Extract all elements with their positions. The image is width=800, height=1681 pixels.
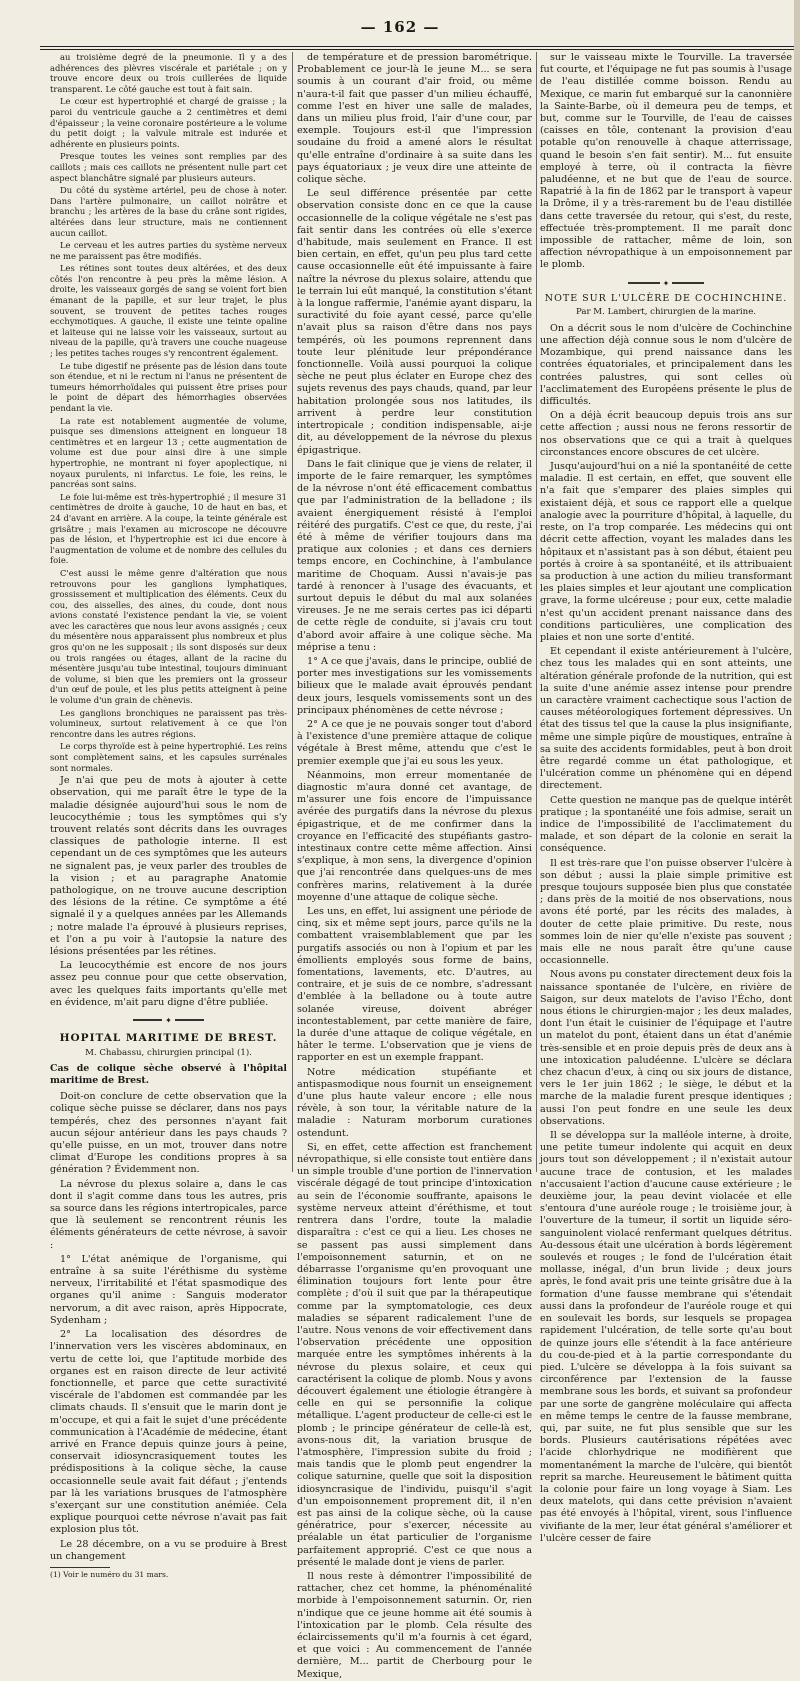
header-rule [40, 49, 795, 50]
section-title: HOPITAL MARITIME DE BREST. [59, 1032, 278, 1045]
author-line: M. Chabassu, chirurgien principal (1). [85, 1047, 252, 1058]
paragraph: Notre médication stupéfiante et antispasmodique nous fournit un enseignement d'une plus haute valeur encore ; elle nous révèle, à son tour, la véritable nature de la maladie : Naturam morborum curationes ostendunt. [297, 1066, 532, 1139]
paragraph: La rate est notablement augmentée de volume, puisque ses dimensions atteignent en longueur 18 centimètres et en largeur 13 ; cette augmentation de volume est due pour ainsi dire à une simple hypertrophie, ne montrant ni foyer apoplectique, ni noyaux purulents, ni infarctus. Le foie, les reins, le pancréas sont sains. [50, 415, 287, 490]
paragraph: Les rétines sont toutes deux altérées, et des deux côtés l'on rencontre à peu près la même lésion. A droite, les vaisseaux gorgés de sang se voient fort bien émanant de la papille, et sur leur trajet, le plus souvent, se trouvent de petites taches rouges ecchymotiques. A gauche, il existe une teinte opaline et laiteuse qui ne laisse voir les vaisseaux, surtout au niveau de la papille, qu'à travers une couche nuageuse ; les petites taches rouges s'y rencontrent également. [50, 263, 287, 359]
section-ornament [540, 278, 792, 286]
section-title: NOTE SUR L'ULCÈRE DE COCHINCHINE. [544, 292, 788, 304]
paragraph: Le foie lui-même est très-hypertrophié ; il mesure 31 centimètres de droite à gauche, 10 de haut en bas, et 24 d'avant en arrière. A la coupe, la teinte générale est grisâtre ; mais l'examen au microscope ne découvre pas de lésion, et l'hypertrophie est ici due encore à l'augmentation de volume et de nombre des cellules du foie. [50, 491, 287, 566]
paragraph: Si, en effet, cette affection est franchement névropathique, si elle consiste tout entière dans un simple trouble d'une portion de l'innervation viscérale dégagé de tout principe d'intoxication au sein de l'économie souffrante, apaisons le système nerveux atteint d'éréthisme, et tout rentrera dans l'ordre, toute la maladie disparaîtra : c'est ce qui a lieu. Les choses ne se passent pas aussi simplement dans l'empoisonnement saturnin, et on ne débarrasse l'organisme qu'en provoquant une élimination toujours fort lente pour être complète ; d'où il suit que par la thérapeutique comme par la symptomatologie, ces deux maladies se séparent radicalement l'une de l'autre. Nous venons de voir effectivement dans l'observation précédente une opposition marquée entre les symptômes inhérents à la névrose du plexus solaire, et ceux qui caractérisent la colique de plomb. Nous y avons découvert également une étiologie étrangère à celle en qui se personnifie la colique métallique. L'agent producteur de celle-ci est le plomb ; le principe générateur de celle-là est, avons-nous dit, la variation brusque de l'atmosphère, l'impression subite du froid ; mais tandis que le plomb peut engendrer la colique saturnine, quelle que soit la disposition idiosyncrasique de l'individu, puisqu'il s'agit d'un empoisonnement proprement dit, il n'en est pas ainsi de la colique sèche, où la cause génératrice, pour s'exercer, nécessite au préalable un état particulier de l'organisme parfaitement approprié. C'est ce que nous a présenté le malade dont je viens de parler. [297, 1141, 532, 1568]
header-rule [40, 46, 795, 47]
section-ornament [50, 1015, 287, 1023]
paragraph: 1° A ce que j'avais, dans le principe, oublié de porter mes investigations sur les vomissements bilieux que le malade avait éprouvés pendant deux jours, lesquels vomissements sont un des principaux phénomènes de cette névrose ; [297, 655, 532, 716]
paragraph: Dans le fait clinique que je viens de relater, il importe de le faire remarquer, les symptômes de la névrose n'ont été efficacement combattus que par l'administration de la belladone ; ils avaient énergiquement résisté à l'emploi réitéré des purgatifs. C'est ce que, du reste, j'ai été à même de vérifier toujours dans ma pratique aux colonies ; et dans ces derniers temps encore, en Cochinchine, à l'ambulance maritime de Choquam. Aussi n'avais-je pas tardé à renoncer à l'usage des évacuants, et surtout depuis le début du mal aux solanées vireuses. Je ne me serais certes pas ici départi de cette règle de conduite, si j'avais cru tout d'abord avoir affaire à une colique sèche. Ma méprise a tenu : [297, 458, 532, 653]
footnote: (1) Voir le numéro du 31 mars. [50, 1569, 169, 1579]
paragraph: sur le vaisseau mixte le Tourville. La traversée fut courte, et l'équipage ne fut pas soumis à l'usage de l'eau distillée comme boisson. Rendu au Mexique, ce marin fut embarqué sur la canonnière la Sainte-Barbe, où il demeura peu de temps, et but, comme sur le Tourville, de l'eau de caisses (caisses en tôle, contenant la provision d'eau potable qu'on renouvelle à chaque atterrissage, quand le besoin s'en fait sentir). M... fut ensuite employé à terre, où il contracta la fièvre paludéenne, et ne but que de l'eau de source. Rapatrié à la fin de 1862 par le transport à vapeur la Drôme, il y a très-rarement bu de l'eau distillée dans cette traversée du retour, qui s'est, du reste, effectuée très-promptement. Il me paraît donc impossible de rattacher, même de loin, son affection névropathique à un empoisonnement par le plomb. [540, 52, 792, 271]
paragraph: Le corps thyroïde est à peine hypertrophié. Les reins sont complètement sains, et les capsules surrénales sont normales. [50, 741, 287, 773]
paragraph: La leucocythémie est encore de nos jours assez peu connue pour que cette observation, avec les quelques faits importants qu'elle met en évidence, m'ait paru digne d'être publiée. [50, 960, 287, 1008]
paragraph: C'est aussi le même genre d'altération que nous retrouvons pour les ganglions lymphatiques, grossissement et multiplication des éléments. Ceux du cou, des aisselles, des aines, du coude, dont nous avions constaté l'existence pendant la vie, se voient avec les caractères que nous leur avons assignés ; ceux du mésentère nous apparaissent plus nombreux et plus gros qu'on ne les supposait ; ils sont disposés sur deux ou trois rangées ou étages, allant de la racine du mésentère jusqu'au tube intestinal, toujours diminuant de volume, si bien que les premiers ont la grosseur d'un œuf de poule, et les plus petits atteignent à peine le volume d'un grain de chènevis. [50, 567, 287, 706]
paragraph: Le cerveau et les autres parties du système nerveux ne me paraissent pas être modifiés. [50, 240, 287, 261]
paragraph: Il se développa sur la malléole interne, à droite, une petite tumeur indolente qui acquit en deux jours tout son développement ; il n'existait autour aucune trace de contusion, et les malades n'accusaient l'action d'aucune cause extérieure ; le deuxième jour, la peau devint violacée et elle s'entoura d'une auréole rouge ; le troisième jour, à l'ouverture de la tumeur, il sortit un liquide séro-sanguinolent violacé renfermant quelques détritus. Au-dessous était une ulcération à bords légèrement soulevés et rouges ; le fond de l'ulcération était mollasse, inégal, d'un brun livide ; deux jours après, le fond avait pris une teinte grisâtre due à la formation d'une fausse membrane qui s'étendait aussi dans la profondeur de l'auréole rouge et qui en soulevait les bords, sur lesquels se propagea rapidement l'ulcération, de telle sorte qu'au bout de quinze jours elle s'étendit à la face antérieure du cou-de-pied et à la partie correspondante du pied. L'ulcère se développa à la fois suivant sa circonférence par l'extension de la fausse membrane sous les bords, et suivant sa profondeur par une sorte de gangrène moléculaire qui affecta en même temps le centre de la fausse membrane, qui, par suite, ne fut plus sensible que sur les bords. Plusieurs cautérisations répétées avec l'acide chlorhydrique ne modifièrent que momentanément la marche de l'ulcère, qui bientôt reprit sa marche. Heureusement le bâtiment quitta la colonie pour faire un long voyage à Siam. Les deux matelots, qui dans cette prévision n'avaient pas été envoyés à l'hôpital, virent, sous l'influence vivifiante de la mer, leur état général s'améliorer et l'ulcère cesser de faire [540, 1130, 792, 1544]
column-divider [536, 52, 537, 1172]
paragraph: Le seul différence présentée par cette observation consiste donc en ce que la cause occasionnelle de la colique végétale ne s'est pas fait sentir dans les contrées où elle s'exerce d'habitude, mais seulement en France. Il est bien certain, en effet, qu'un peu plus tard cette cause occasionnelle eût été impuissante à faire naître la névrose du plexus solaire, attendu que le terrain lui eût manqué, la constitution s'étant à la longue raffermie, l'anémie ayant disparu, la suractivité du foie ayant cessé, parce qu'elle n'avait plus sa raison d'être dans nos pays tempérés, où les poumons reprennent dans toute leur plénitude leur prépondérance fonctionnelle. Voilà aussi pourquoi la colique sèche ne peut plus éclater en Europe chez des sujets revenus des pays chauds, quand, par leur habitation prolongée sous nos latitudes, ils arrivent à perdre leur constitution intertropicale ; condition indispensable, ai-je dit, au développement de la névrose du plexus épigastrique. [297, 188, 532, 456]
paragraph: Le cœur est hypertrophié et chargé de graisse ; la paroi du ventricule gauche a 2 centimètres et demi d'épaisseur ; la veine coronaire postérieure a le volume du petit doigt ; la valvule mitrale est indurée et adhérente en plusieurs points. [50, 96, 287, 149]
paragraph: On a décrit sous le nom d'ulcère de Cochinchine une affection déjà connue sous le nom d'ulcère de Mozambique, qui prend naissance dans les contrées équatoriales, et principalement dans les contrées palustres, qui sont celles où l'acclimatement des Européens présente le plus de difficultés. [540, 322, 792, 408]
paragraph: Les uns, en effet, lui assignent une période de cinq, six et même sept jours, parce qu'ils ne la combattent vraisemblablement que par les purgatifs associés ou non à l'opium et par les émollients employés sous forme de bains, fomentations, lavements, etc. D'autres, au contraire, et je suis de ce nombre, s'adressant d'emblée à la belladone ou à toute autre solanée vireuse, doivent abréger incontestablement, par cette manière de faire, la durée d'une attaque de colique végétale, en hâter le terme. L'observation que je viens de rapporter en est un exemple frappant. [297, 906, 532, 1064]
author-line: Par M. Lambert, chirurgien de la marine. [575, 307, 757, 318]
paragraph: Il nous reste à démontrer l'impossibilité de rattacher, chez cet homme, la phénoménalité morbide à l'empoisonnement saturnin. Or, rien n'indique que ce jeune homme ait été soumis à l'intoxication par le plomb. Cela résulte des éclaircissements qu'il m'a fournis à cet égard, et que voici : Au commencement de l'année dernière, M... partit de Cherbourg pour le Mexique, [297, 1570, 532, 1680]
column-divider [292, 52, 293, 1172]
paragraph: 2° A ce que je ne pouvais songer tout d'abord à l'existence d'une première attaque de colique végétale à Brest même, attendu que c'est le premier exemple que j'ai eu sous les yeux. [297, 718, 532, 767]
paragraph: Presque toutes les veines sont remplies par des caillots ; mais ces caillots ne présentent nulle part cet aspect blanchâtre signalé par plusieurs auteurs. [50, 151, 287, 183]
paragraph: Il est très-rare que l'on puisse observer l'ulcère à son début ; aussi la plaie simple primitive est presque toujours supposée bien plus que constatée ; dans près de la moitié de nos observations, nous avons été porté, par les récits des malades, à douter de cette plaie primitive. Du reste, nous sommes loin de nier qu'elle n'existe pas souvent ; mais elle ne nous paraît être qu'une cause occasionnelle. [540, 857, 792, 967]
column-2 [297, 52, 532, 1680]
paragraph: Nous avons pu constater directement deux fois la naissance spontanée de l'ulcère, en rivière de Saigon, sur deux matelots de l'aviso l'Écho, dont nous étions le chirurgien-major ; les deux malades, dont l'un était le cuisinier de l'équipage et l'autre un matelot du pont, étaient dans un état d'anémie très-sensible et en proie depuis près de deux ans à une intoxication paludéenne. L'ulcère se déclara chez chacun d'eux, à cinq ou six jours de distance, vers le 1er juin 1862 ; le siège, le début et la marche de la maladie furent presque identiques ; aussi l'on peut fondre en une seule les deux observations. [540, 969, 792, 1127]
paragraph: Doit-on conclure de cette observation que la colique sèche puisse se déclarer, dans nos pays tempérés, chez des personnes n'ayant fait aucun séjour antérieur dans les pays chauds ? qu'elle puisse, en un mot, trouver dans notre climat d'Europe les conditions propres à sa génération ? Évidemment non. [50, 1091, 287, 1176]
paragraph: Jusqu'aujourd'hui on a nié la spontanéité de cette maladie. Il est certain, en effet, que souvent elle n'a fait que s'emparer des plaies simples qui existaient déjà, et sous ce rapport elle a quelque analogie avec la pourriture d'hôpital, à laquelle, du reste, on l'a trop comparée. Les médecins qui ont décrit cette affection, voyant les malades dans les hôpitaux et n'assistant pas à son début, étaient peu portés à croire à sa spontanéité, et ils attribuaient sa production à une action du milieu transformant les plaies simples et leur ajoutant une complication grave, la forme ulcéreuse ; pour eux, cette maladie n'est qu'un accident prenant naissance dans des conditions particulières, une complication des plaies et non une sorte d'entité. [540, 461, 792, 643]
footnote-rule [50, 1567, 110, 1568]
paragraph: On a déjà écrit beaucoup depuis trois ans sur cette affection ; aussi nous ne ferons ressortir de nos observations que ce qui a trait à quelques circonstances encore obscures de cet ulcère. [540, 410, 792, 458]
paragraph: au troisième degré de la pneumonie. Il y a des adhérences des plèvres viscérale et pariétale ; on y trouve encore deux ou trois cuillerées de liquide transparent. Le côté gauche est tout à fait sain. [50, 52, 287, 94]
paragraph: de température et de pression barométrique. Probablement ce jour-là le jeune M... se sera soumis à un courant d'air froid, ou même n'aura-t-il fait que passer d'un milieu échauffé, comme l'est en hiver une salle de malades, dans un milieu plus froid, l'air d'une cour, par exemple. Toujours est-il que l'impression soudaine du froid a amené alors le résultat qu'elle entraîne d'ordinaire à sa suite dans les pays équatoriaux ; je veux dire une atteinte de colique sèche. [297, 52, 532, 186]
article-subheading: Cas de colique sèche observé à l'hôpital maritime de Brest. [50, 1063, 287, 1087]
column-3 [540, 52, 792, 1544]
paragraph: Du côté du système artériel, peu de chose à noter. Dans l'artère pulmonaire, un caillot noirâtre et branchu ; les artères de la base du crâne sont rigides, altérées dans leur structure, mais ne contiennent aucun caillot. [50, 185, 287, 238]
paragraph: La névrose du plexus solaire a, dans le cas dont il s'agit comme dans tous les autres, pris sa source dans les régions intertropicales, parce que là seulement se rencontrent réunis les éléments générateurs de cette névrose, à savoir : [50, 1178, 287, 1251]
paragraph: Et cependant il existe antérieurement à l'ulcère, chez tous les malades qui en sont atteints, une altération générale profonde de la nutrition, qui est la suite d'une anémie assez intense pour prendre un caractère vraiment cachectique sous l'action de causes météorologiques fortement dépressives. Un état des tissus tel que la cause la plus insignifiante, même une simple piqûre de moustiques, entraîne à sa suite des accidents formidables, peut à bon droit être regardé comme un état pathologique, et l'ulcération comme un phénomène qui en dépend directement. [540, 646, 792, 792]
column-1 [50, 52, 287, 1579]
paragraph: Les ganglions bronchiques ne paraissent pas très-volumineux, surtout relativement à ce que l'on rencontre dans les autres régions. [50, 707, 287, 739]
paragraph: Néanmoins, mon erreur momentanée de diagnostic m'aura donné cet avantage, de m'assurer une fois encore de l'impuissance avérée des purgatifs dans la névrose du plexus épigastrique, et de me confirmer dans la croyance en l'efficacité des stupéfiants gastro-intestinaux contre cette même affection. Ainsi s'explique, à mon sens, la divergence d'opinion que j'ai rencontrée dans quelques-uns de mes confrères marins, relativement à la durée moyenne d'une attaque de colique sèche. [297, 769, 532, 903]
page-header [0, 0, 800, 48]
paragraph: Cette question ne manque pas de quelque intérêt pratique ; la spontanéité une fois admise, serait un indice de l'impossibilité de l'acclimatement du malade, et son départ de la colonie en serait la conséquence. [540, 794, 792, 855]
paragraph: 2° La localisation des désordres de l'innervation vers les viscères abdominaux, en vertu de cette loi, que l'aptitude morbide des organes est en raison directe de leur activité fonctionnelle, et parce que cette suractivité viscérale de l'abdomen est commandée par les climats chauds. Il s'ensuit que le marin dont je m'occupe, et qui a fait le sujet d'une précédente communication à l'Académie de médecine, étant arrivé en France depuis quinze jours à peine, conservait idiosyncrasiquement toutes les prédispositions à la colique sèche, la cause occasionnelle seule avait fait défaut ; j'entends par là les variations brusques de l'atmosphère s'exerçant sur une constitution anémiée. Cela explique pourquoi cette névrose n'avait pas fait explosion plus tôt. [50, 1329, 287, 1536]
paragraph: Je n'ai que peu de mots à ajouter à cette observation, qui me paraît être le type de la maladie désignée aujourd'hui sous le nom de leucocythémie ; tous les symptômes qui s'y trouvent relatés sont décrits dans les ouvrages classiques de pathologie interne. Il est cependant un de ces symptômes que les auteurs ne signalent pas, je veux parler des troubles de la vision ; et au paragraphe Anatomie pathologique, on ne trouve aucune description des lésions de la rétine. Ce symptôme a été signalé il y a quelques années par les Allemands ; notre malade l'a éprouvé à plusieurs reprises, et l'on a pu voir à l'autopsie la nature des lésions présentées par les rétines. [50, 775, 287, 958]
page-number: — 162 — [360, 18, 440, 36]
page-edge [794, 0, 800, 1180]
paragraph: Le 28 décembre, on a vu se produire à Brest un changement [50, 1538, 287, 1562]
paragraph: Le tube digestif ne présente pas de lésion dans toute son étendue, et ni le rectum ni l'anus ne présentent de tumeurs hémorrhoïdales qui puissent être prises pour le point de départ des hémorrhagies observées pendant la vie. [50, 360, 287, 413]
paragraph: 1° L'état anémique de l'organisme, qui entraîne à sa suite l'éréthisme du système nerveux, l'irritabilité et l'état spasmodique des organes qu'il anime : Sanguis moderator nervorum, a dit avec raison, après Hippocrate, Sydenham ; [50, 1253, 287, 1326]
